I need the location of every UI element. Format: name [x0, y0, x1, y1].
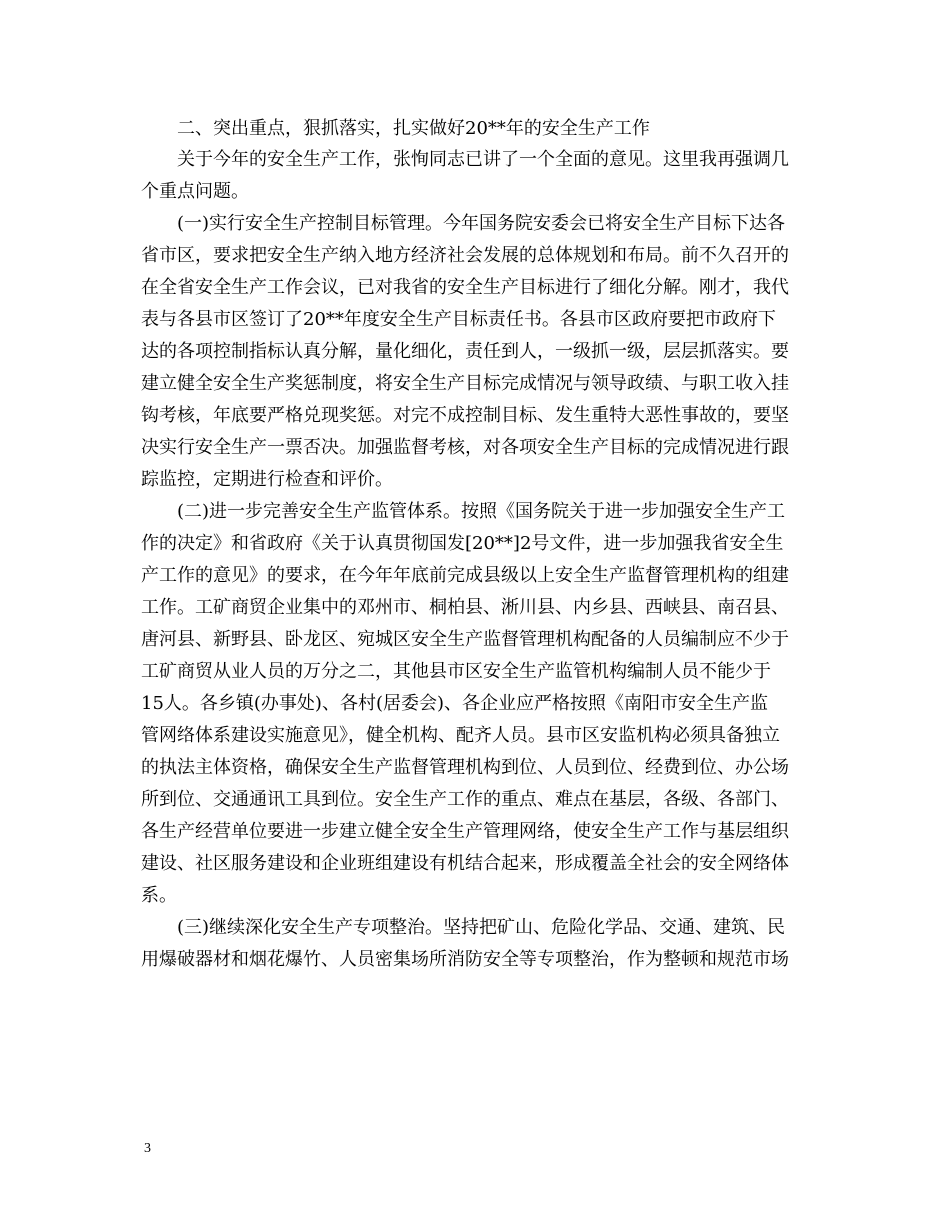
- text-line: 钩考核，年底要严格兑现奖惩。对完不成控制目标、发生重特大恶性事故的，要坚: [141, 405, 789, 426]
- text-line: 的执法主体资格，确保安全生产监督管理机构到位、人员到位、经费到位、办公场: [141, 757, 789, 778]
- text-line: (二)进一步完善安全生产监管体系。按照《国务院关于进一步加强安全生产工: [177, 501, 786, 522]
- text-line: 省市区，要求把安全生产纳入地方经济社会发展的总体规划和布局。前不久召开的: [141, 245, 789, 266]
- body-text: [141, 144, 811, 976]
- text-line: 唐河县、新野县、卧龙区、宛城区安全生产监督管理机构配备的人员编制应不少于: [141, 629, 789, 650]
- text-line: 建立健全安全生产奖惩制度，将安全生产目标完成情况与领导政绩、与职工收入挂: [141, 373, 789, 394]
- text-line: 作的决定》和省政府《关于认真贯彻国发[20**]2号文件，进一步加强我省安全生: [141, 533, 784, 554]
- section-heading: 二、突出重点，狠抓落实，扎实做好20**年的安全生产工作: [177, 118, 650, 139]
- text-line: 关于今年的安全生产工作，张恂同志已讲了一个全面的意见。这里我再强调几: [177, 149, 789, 170]
- text-line: 15人。各乡镇(办事处)、各村(居委会)、各企业应严格按照《南阳市安全生产监: [141, 693, 768, 714]
- text-line: 系。: [141, 885, 177, 906]
- text-line: 工作。工矿商贸企业集中的邓州市、桐柏县、淅川县、内乡县、西峡县、南召县、: [141, 597, 789, 618]
- text-line: 产工作的意见》的要求，在今年年底前完成县级以上安全生产监督管理机构的组建: [141, 565, 789, 586]
- page-number: 3: [144, 1141, 151, 1156]
- text-line: 个重点问题。: [141, 181, 249, 202]
- text-line: 达的各项控制指标认真分解，量化细化，责任到人，一级抓一级，层层抓落实。要: [141, 341, 789, 362]
- text-line: 各生产经营单位要进一步建立健全安全生产管理网络，使安全生产工作与基层组织: [141, 821, 789, 842]
- text-line: (三)继续深化安全生产专项整治。坚持把矿山、危险化学品、交通、建筑、民: [177, 917, 786, 938]
- text-line: 表与各县市区签订了20**年度安全生产目标责任书。各县市区政府要把市政府下: [141, 309, 776, 330]
- text-line: 建设、社区服务建设和企业班组建设有机结合起来，形成覆盖全社会的安全网络体: [141, 853, 789, 874]
- text-line: 工矿商贸从业人员的万分之二，其他县市区安全生产监管机构编制人员不能少于: [141, 661, 771, 682]
- text-line: (一)实行安全生产控制目标管理。今年国务院安委会已将安全生产目标下达各: [177, 213, 786, 234]
- text-line: 所到位、交通通讯工具到位。安全生产工作的重点、难点在基层，各级、各部门、: [141, 789, 789, 810]
- document-body: [141, 114, 811, 976]
- text-line: 用爆破器材和烟花爆竹、人员密集场所消防安全等专项整治，作为整顿和规范市场: [141, 949, 789, 970]
- text-line: 踪监控，定期进行检查和评价。: [141, 469, 393, 490]
- text-line: 在全省安全生产工作会议，已对我省的安全生产目标进行了细化分解。刚才，我代: [141, 277, 789, 298]
- text-line: 决实行安全生产一票否决。加强监督考核，对各项安全生产目标的完成情况进行跟: [141, 437, 789, 458]
- text-line: 管网络体系建设实施意见》，健全机构、配齐人员。县市区安监机构必须具备独立: [141, 725, 780, 746]
